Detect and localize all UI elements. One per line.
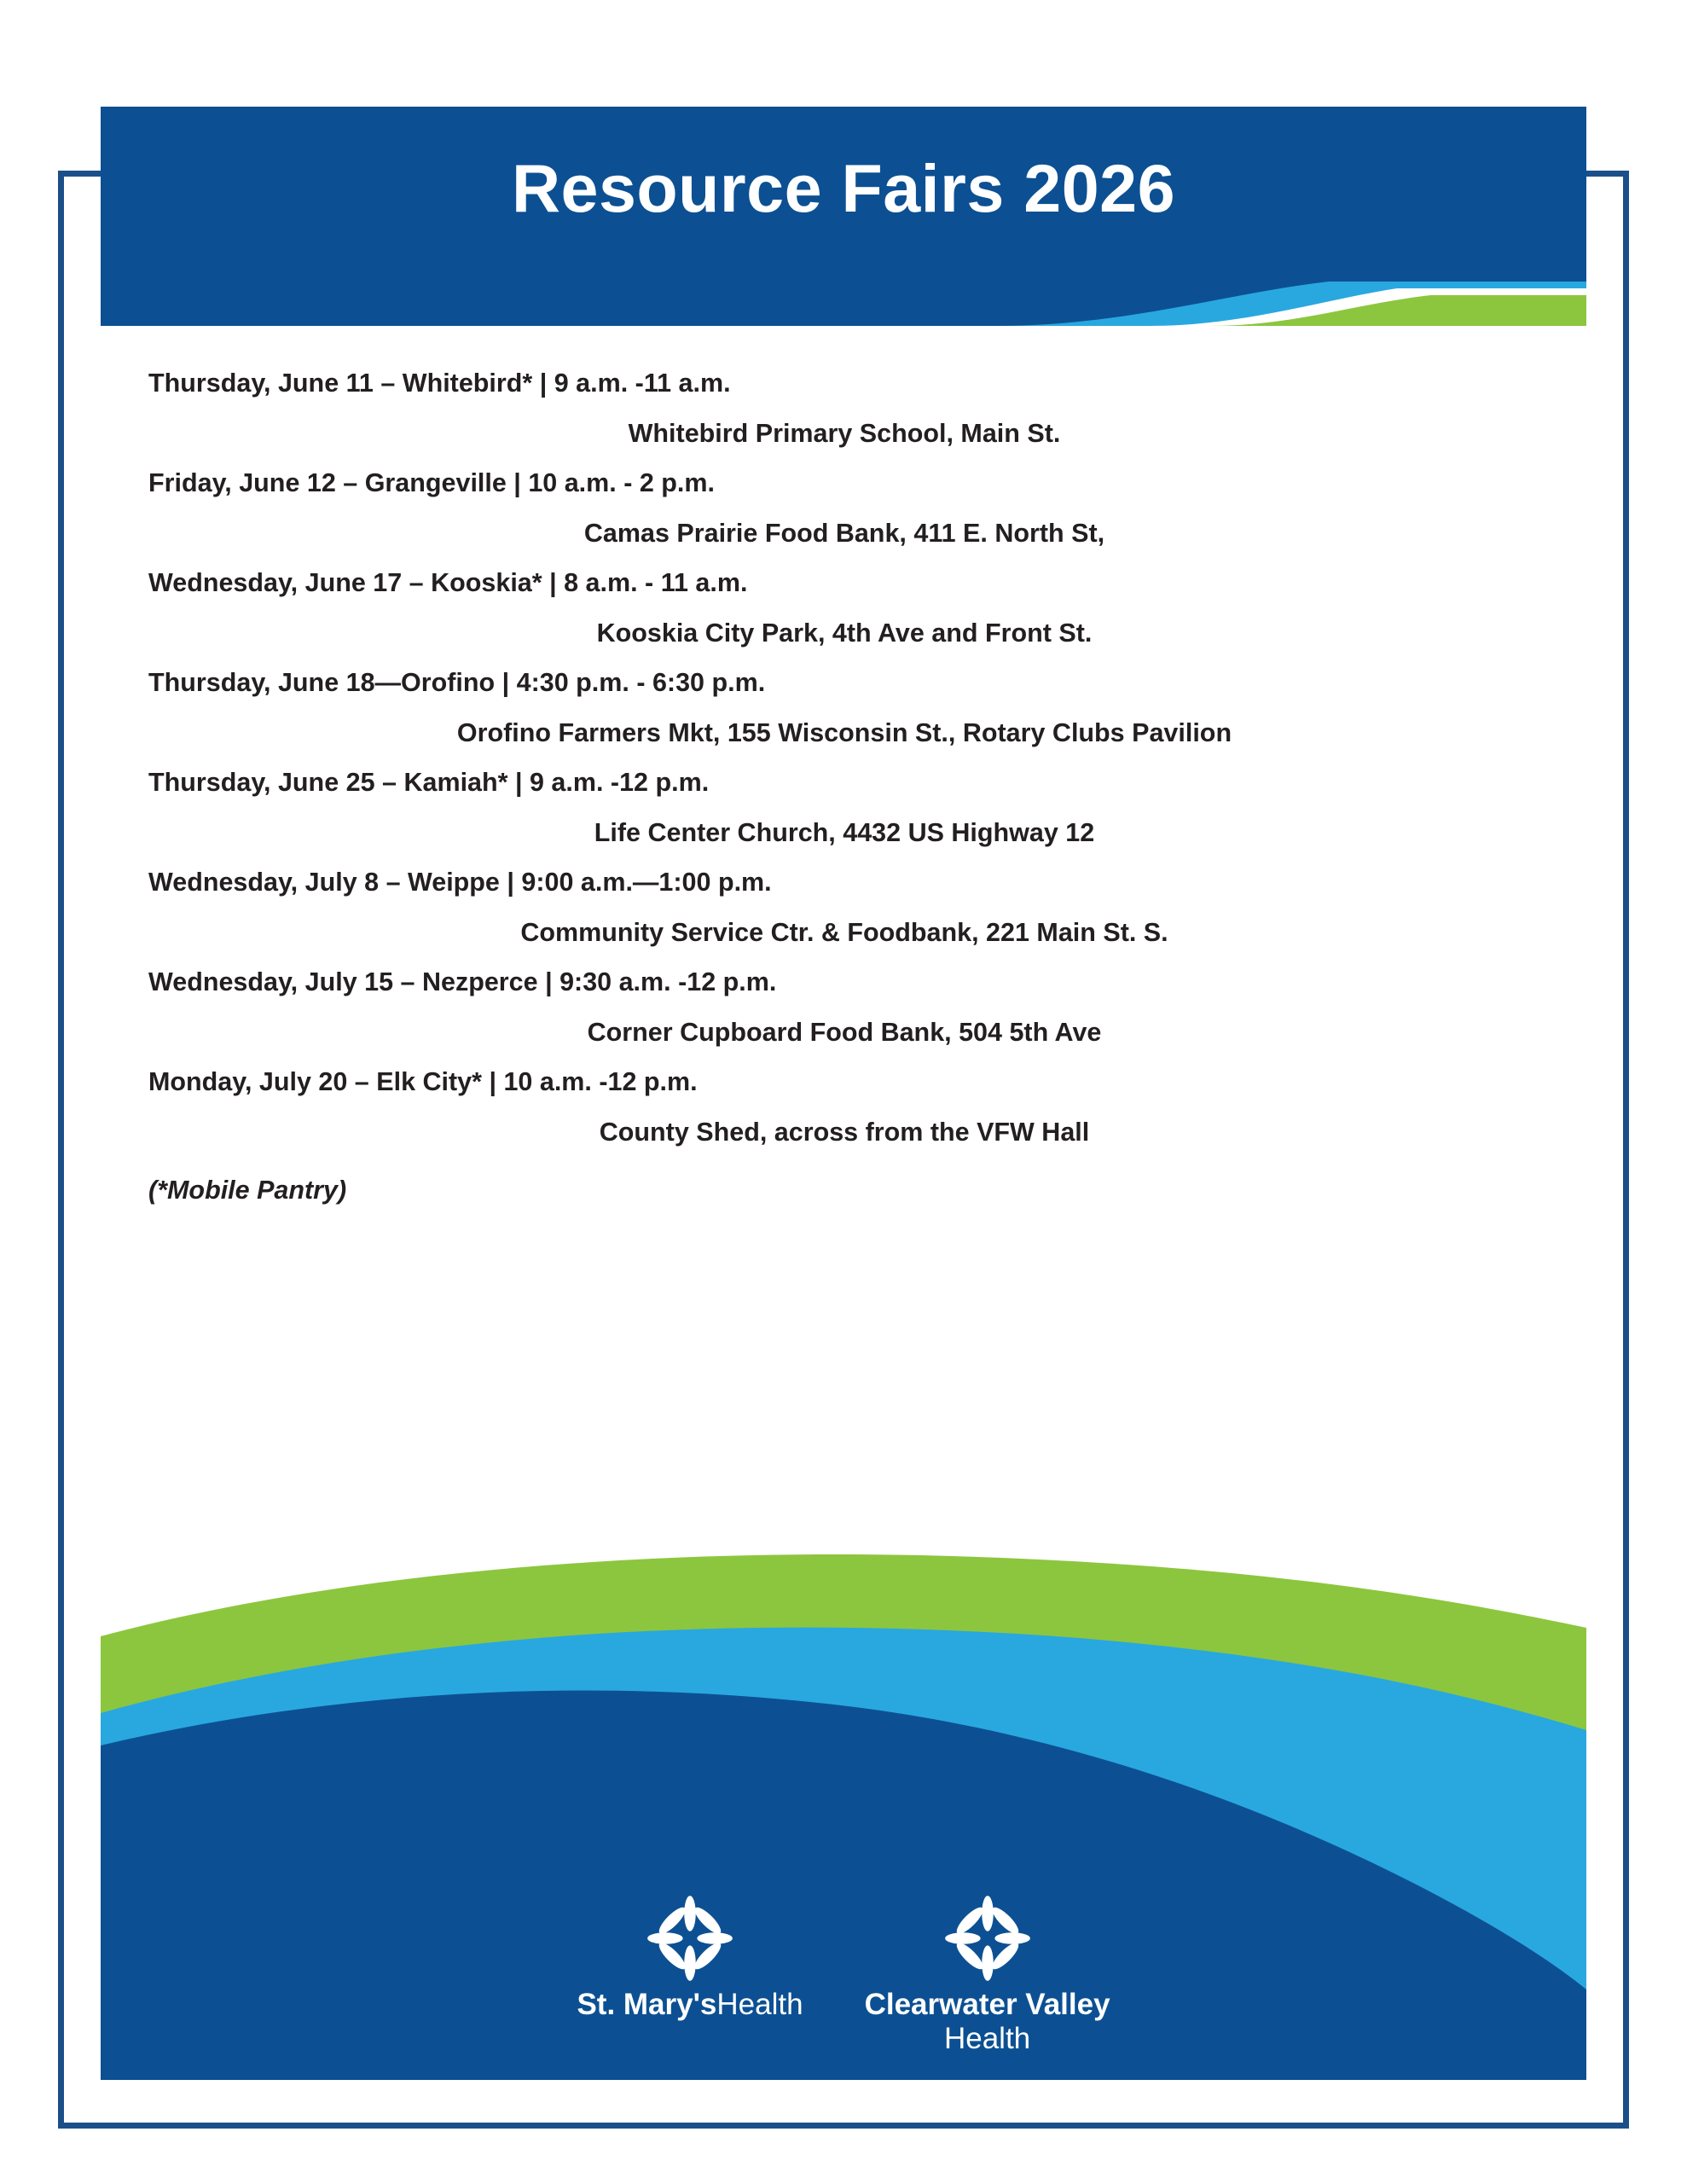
- event-venue: Whitebird Primary School, Main St.: [628, 418, 1061, 448]
- event-venue: Kooskia City Park, 4th Ave and Front St.: [596, 618, 1093, 648]
- event-item: [136, 658, 1552, 758]
- event-date-location: Wednesday, July 8 – Weippe | 9:00 a.m.—1:00 p.m.: [148, 868, 772, 897]
- event-date-location: Thursday, June 25 – Kamiah* | 9 a.m. -12 p.m.: [148, 768, 710, 797]
- event-date-location: Monday, July 20 – Elk City* | 10 a.m. -12 p.m.: [148, 1067, 698, 1096]
- logo-label-st-marys: [577, 1988, 803, 2022]
- event-date-location: Thursday, June 18—Orofino | 4:30 p.m. - 6:30 p.m.: [148, 668, 766, 697]
- event-date-location: Wednesday, July 15 – Nezperce | 9:30 a.m. -12 p.m.: [148, 967, 777, 996]
- logo-label-light: Health: [716, 1987, 803, 2021]
- logo-label-bold: St. Mary's: [577, 1987, 717, 2021]
- logo-label-bold: Clearwater Valley: [864, 1987, 1110, 2021]
- event-date-location: Wednesday, June 17 – Kooskia* | 8 a.m. - 11 a.m.: [148, 568, 748, 597]
- event-item: [136, 1057, 1552, 1157]
- starburst-icon: [943, 1894, 1032, 1983]
- logo-label-light: Health: [943, 2021, 1031, 2055]
- event-item: [136, 458, 1552, 558]
- event-item: [136, 758, 1552, 857]
- event-date-location: Thursday, June 11 – Whitebird* | 9 a.m. -11 a.m.: [148, 369, 731, 398]
- event-venue: Orofino Farmers Mkt, 155 Wisconsin St., Rotary Clubs Pavilion: [456, 717, 1232, 747]
- logo-st-marys-health: [577, 1894, 803, 2022]
- logo-clearwater-valley-health: [865, 1894, 1110, 2057]
- starburst-icon: [646, 1894, 734, 1983]
- header-band: [101, 107, 1586, 282]
- event-venue: County Shed, across from the VFW Hall: [599, 1117, 1090, 1147]
- event-venue: Camas Prairie Food Bank, 411 E. North St,: [583, 518, 1105, 548]
- event-item: [136, 358, 1552, 458]
- event-venue: Community Service Ctr. & Foodbank, 221 Main St. S.: [520, 917, 1168, 947]
- page-title: Resource Fairs 2026: [511, 150, 1175, 226]
- header-swoosh-graphic: [101, 282, 1586, 326]
- event-item: [136, 957, 1552, 1057]
- mobile-pantry-footnote: (*Mobile Pantry): [148, 1176, 347, 1205]
- event-venue: Corner Cupboard Food Bank, 504 5th Ave: [587, 1017, 1102, 1047]
- event-venue: Life Center Church, 4432 US Highway 12: [594, 817, 1095, 847]
- events-list: [136, 358, 1552, 1205]
- event-date-location: Friday, June 12 – Grangeville | 10 a.m. - 2 p.m.: [148, 468, 715, 497]
- logo-label-clearwater: [865, 1988, 1110, 2057]
- logo-row: [0, 1894, 1687, 2057]
- event-item: [136, 558, 1552, 658]
- event-item: [136, 857, 1552, 957]
